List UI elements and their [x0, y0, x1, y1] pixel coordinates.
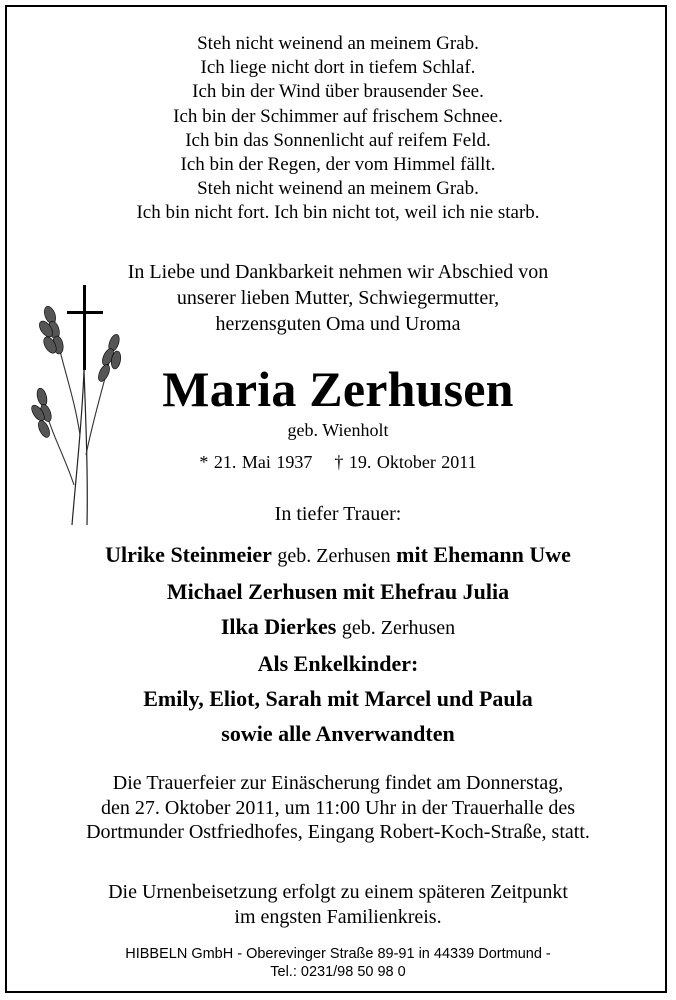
- service-line: Dortmunder Ostfriedhofes, Eingang Robert-Koch-Straße, statt.: [86, 821, 590, 843]
- mourner-maiden-name: geb. Zerhusen: [341, 617, 456, 639]
- birth-date: * 21. Mai 1937: [199, 452, 313, 472]
- mourning-label: In tiefer Trauer:: [274, 503, 402, 525]
- grandchildren-label: [0, 646, 676, 681]
- grandchildren-list: Emily, Eliot, Sarah mit Marcel und Paula: [143, 686, 533, 711]
- urn-line: Die Urnenbeisetzung erfolgt zu einem späteren Zeitpunkt: [108, 881, 568, 903]
- mourner-name: Ulrike Steinmeier: [105, 542, 272, 567]
- life-dates: [0, 452, 676, 473]
- service-line: den 27. Oktober 2011, um 11:00 Uhr in der Trauerhalle des: [101, 796, 575, 819]
- footer-phone: Tel.: 0231/98 50 98 0: [270, 964, 406, 980]
- mourners-list: [0, 537, 676, 751]
- mourner-line: [0, 574, 676, 609]
- poem-line: Ich bin der Schimmer auf frischem Schnee.: [173, 105, 503, 127]
- service-line: Die Trauerfeier zur Einäscherung findet am Donnerstag,: [112, 772, 564, 794]
- poem-line: Ich bin der Wind über brausender See.: [192, 81, 484, 103]
- death-date: † 19. Oktober 2011: [334, 452, 477, 472]
- intro-line: herzensguten Oma und Uroma: [215, 313, 461, 335]
- intro-line: In Liebe und Dankbarkeit nehmen wir Abschied von: [127, 261, 549, 283]
- poem-line: Ich bin das Sonnenlicht auf reifem Feld.: [185, 129, 491, 151]
- grandchildren-heading: Als Enkelkinder:: [257, 651, 419, 676]
- mourner-spouse: mit Ehemann Uwe: [396, 542, 571, 567]
- deceased-name: Maria Zerhusen: [162, 361, 514, 417]
- mourner-name: Michael Zerhusen mit Ehefrau Julia: [166, 579, 510, 604]
- urn-burial-info: [0, 880, 676, 929]
- poem-line: Ich liege nicht dort in tiefem Schlaf.: [200, 57, 476, 79]
- mourner-line: [0, 537, 676, 574]
- poem-line: Steh nicht weinend an meinem Grab.: [197, 33, 479, 54]
- footer-address: HIBBELN GmbH - Oberevinger Straße 89-91 in 44339 Dortmund -: [125, 946, 551, 962]
- poem-line: Steh nicht weinend an meinem Grab.: [197, 178, 479, 200]
- relatives-text: sowie alle Anverwandten: [221, 721, 455, 746]
- grandchildren-names: [0, 681, 676, 716]
- relatives-line: [0, 716, 676, 751]
- mourner-maiden-name: geb. Zerhusen: [277, 545, 391, 567]
- urn-line: im engsten Familienkreis.: [234, 905, 442, 928]
- intro-line: unserer lieben Mutter, Schwiegermutter,: [176, 287, 500, 309]
- birth-name: geb. Wienholt: [287, 420, 389, 440]
- poem: [0, 32, 676, 226]
- poem-line: Ich bin der Regen, der vom Himmel fällt.: [180, 154, 496, 176]
- service-info: [0, 771, 676, 845]
- funeral-home-footer: [0, 945, 676, 981]
- poem-line: Ich bin nicht fort. Ich bin nicht tot, weil ich nie starb.: [136, 202, 540, 224]
- mourner-line: [0, 609, 676, 646]
- mourner-name: Ilka Dierkes: [220, 614, 337, 639]
